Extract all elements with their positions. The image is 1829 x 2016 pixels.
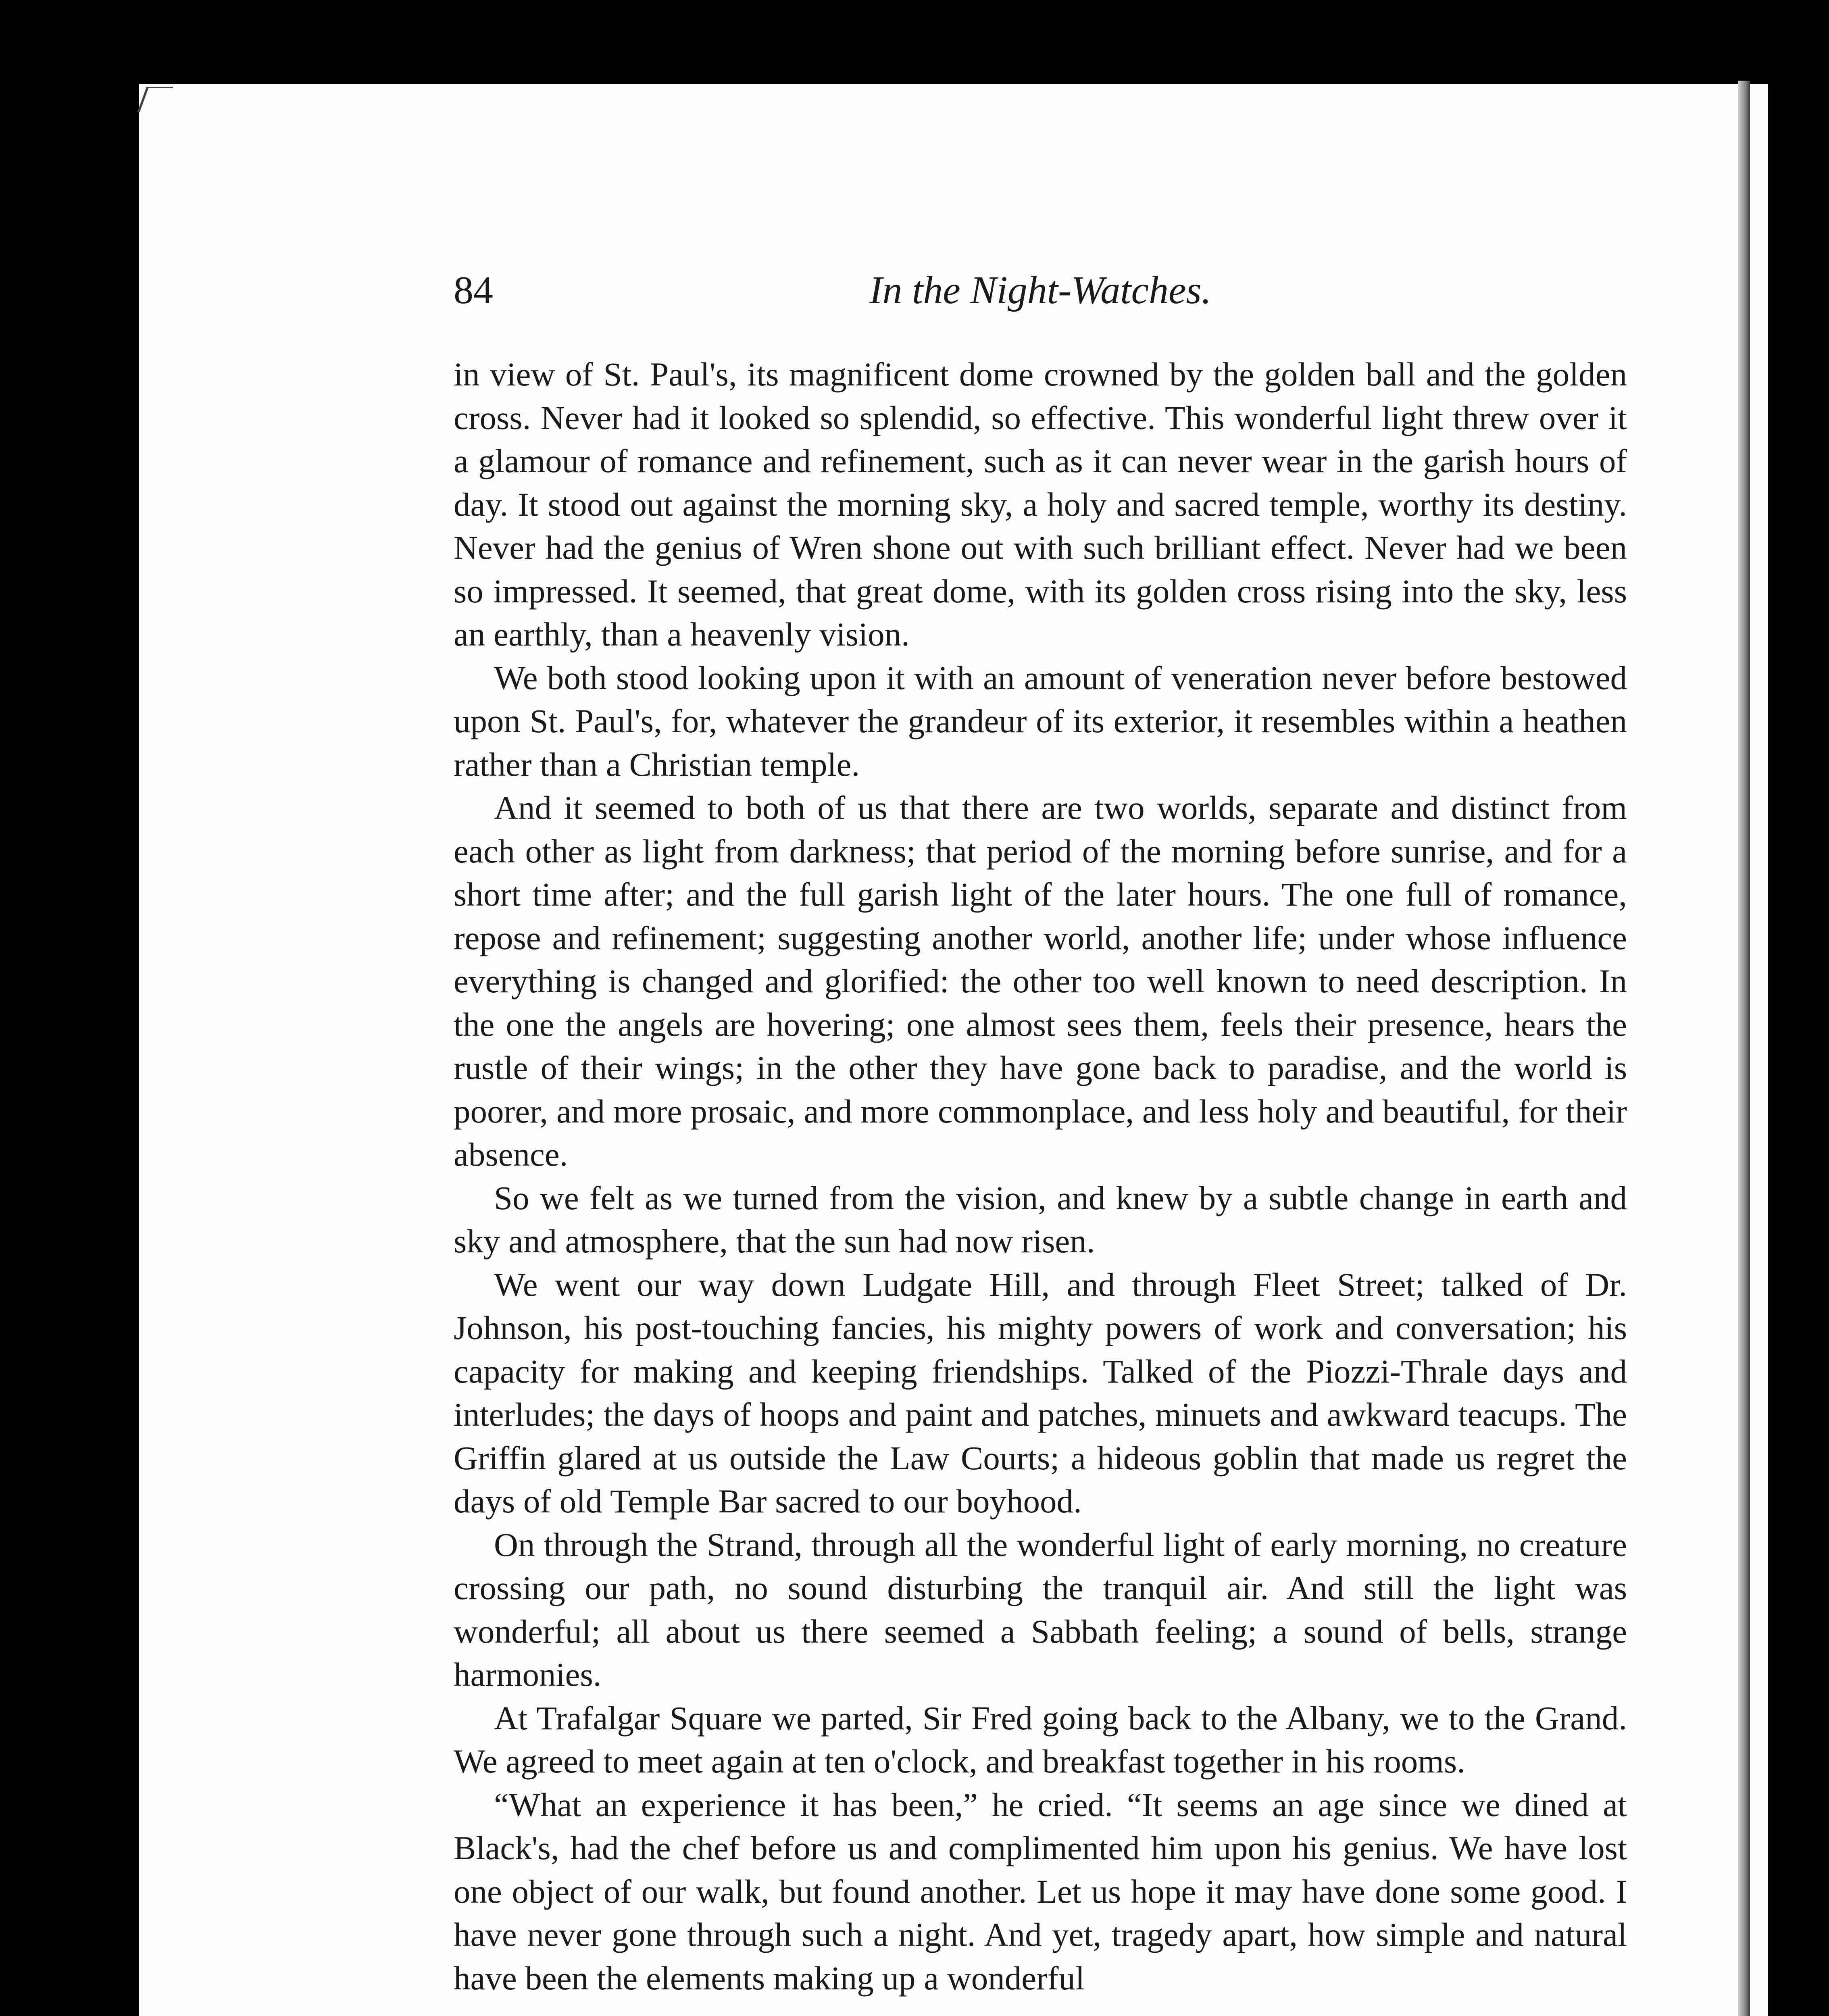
page-header <box>454 266 1627 314</box>
paragraph: “What an experience it has been,” he cried. “It seems an age since we dined at Black's, had the chef before us and complimented him upon his genius. We have lost one object of our walk, but found another. Let us hope it may have done some good. I have never gone through such a night. And yet, tragedy apart, how simple and natural have been the elements making up a wonderful <box>454 1786 1627 1997</box>
paragraph: At Trafalgar Square we parted, Sir Fred going back to the Albany, we to the Grand. We agreed to meet again at ten o'clock, and breakfast together in his rooms. <box>454 1699 1627 1780</box>
paragraph: On through the Strand, through all the wonderful light of early morning, no creature crossing our path, no sound disturbing the tranquil air. And still the light was wonderful; all about us there seemed a Sabbath feeling; a sound of bells, strange harmonies. <box>454 1526 1627 1693</box>
body-text <box>454 353 1627 2000</box>
paragraph: We both stood looking upon it with an amount of veneration never before bestowed upon St. Paul's, for, whatever the grandeur of its exterior, it resembles within a heathen rather than a Christian temple. <box>454 659 1627 783</box>
page-fold-shadow <box>1738 81 1750 2016</box>
paragraph: in view of St. Paul's, its magnificent dome crowned by the golden ball and the golden cross. Never had it looked so splendid, so effective. This wonderful light threw over it a glamour of romance and refinement, such as it can never wear in the garish hours of day. It stood out against the morning sky, a holy and sacred temple, worthy its destiny. Never had the genius of Wren shone out with such brilliant effect. Never had we been so impressed. It seemed, that great dome, with its golden cross rising into the sky, less an earthly, than a heavenly vision. <box>454 356 1627 653</box>
paragraph: So we felt as we turned from the vision, and knew by a subtle change in earth and sky and atmosphere, that the sun had now risen. <box>454 1179 1627 1260</box>
page-number: 84 <box>454 269 493 312</box>
running-title: In the Night-Watches. <box>869 269 1212 312</box>
paragraph: We went our way down Ludgate Hill, and through Fleet Street; talked of Dr. Johnson, his post-touching fancies, his mighty powers of work and conversation; his capacity for making and keeping friendships. Talked of the Piozzi-Thrale days and interludes; the days of hoops and paint and patches, minuets and awkward teacups. The Griffin glared at us outside the Law Courts; a hideous goblin that made us regret the days of old Temple Bar sacred to our boyhood. <box>454 1266 1627 1520</box>
paragraph: And it seemed to both of us that there are two worlds, separate and distinct from each other as light from darkness; that period of the morning before sunrise, and for a short time after; and the full garish light of the later hours. The one full of romance, repose and refinement; suggesting another world, another life; under whose influence everything is changed and glorified: the other too well known to need description. In the one the angels are hovering; one almost sees them, feels their presence, hears the rustle of their wings; in the other they have gone back to paradise, and the world is poorer, and more prosaic, and more commonplace, and less holy and beautiful, for their absence. <box>454 789 1627 1173</box>
